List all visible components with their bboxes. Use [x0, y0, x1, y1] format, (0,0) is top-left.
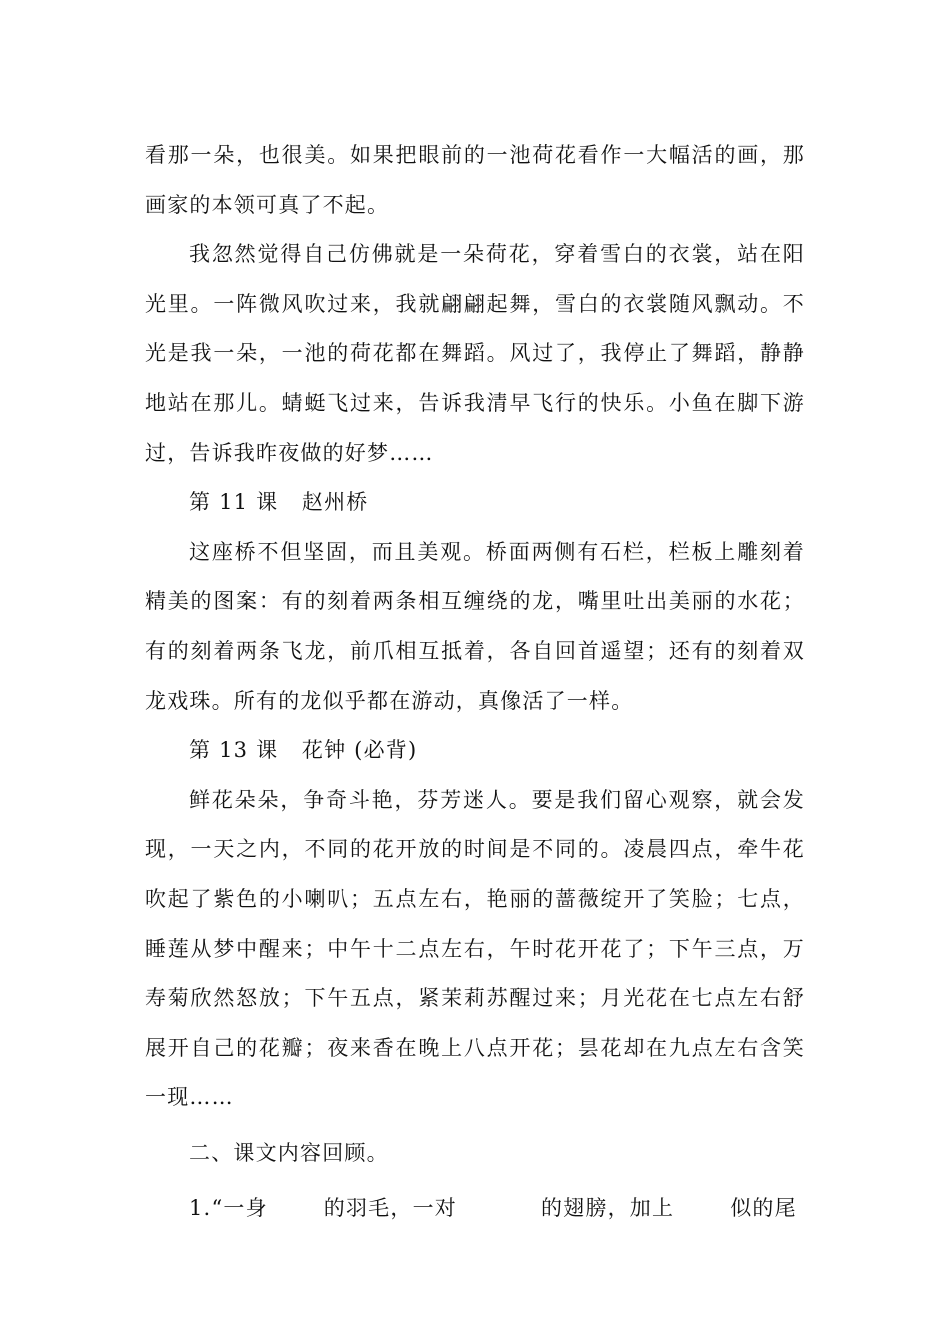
question-1	[145, 1184, 805, 1234]
paragraph-lotus-dream: 我忽然觉得自己仿佛就是一朵荷花，穿着雪白的衣裳，站在阳光里。一阵微风吹过来，我就翩翩起舞，雪白的衣裳随风飘动。不光是我一朵，一池的荷花都在舞蹈。风过了，我停止了舞蹈，静静地站在那儿。蜻蜓飞过来，告诉我清早飞行的快乐。小鱼在脚下游过，告诉我昨夜做的好梦……	[145, 242, 805, 465]
lesson-heading-13: 第 13 课 花钟 (必背)	[189, 738, 418, 763]
question-text-part4: 似的尾	[730, 1196, 797, 1221]
paragraph-zhaozhou-bridge: 这座桥不但坚固，而且美观。桥面两侧有石栏，栏板上雕刻着精美的图案：有的刻着两条相互缠绕的龙，嘴里吐出美丽的水花；有的刻着两条飞龙，前爪相互抵着，各自回首遥望；还有的刻着双龙戏珠。所有的龙似乎都在游动，真像活了一样。	[145, 539, 805, 713]
question-number: 1.	[189, 1196, 212, 1221]
section-title: 二、课文内容回顾。	[189, 1140, 389, 1165]
lesson-heading-11: 第 11 课 赵州桥	[189, 490, 369, 515]
paragraph-lotus-end: 看那一朵，也很美。如果把眼前的一池荷花看作一大幅活的画，那画家的本领可真了不起。	[145, 143, 805, 217]
document-body	[145, 131, 805, 1234]
question-text-part1: “一身	[211, 1196, 268, 1221]
question-text-part2: 的羽毛，一对	[323, 1196, 457, 1221]
paragraph-flower-clock: 鲜花朵朵，争奇斗艳，芬芳迷人。要是我们留心观察，就会发现，一天之内，不同的花开放的时间是不同的。凌晨四点，牵牛花吹起了紫色的小喇叭；五点左右，艳丽的蔷薇绽开了笑脸；七点，睡莲从梦中醒来；中午十二点左右，午时花开花了；下午三点，万寿菊欣然怒放；下午五点，紧茉莉苏醒过来；月光花在七点左右舒展开自己的花瓣；夜来香在晚上八点开花；昙花却在九点左右含笑一现……	[145, 787, 805, 1110]
question-text-part3: 的翅膀，加上	[540, 1196, 675, 1221]
